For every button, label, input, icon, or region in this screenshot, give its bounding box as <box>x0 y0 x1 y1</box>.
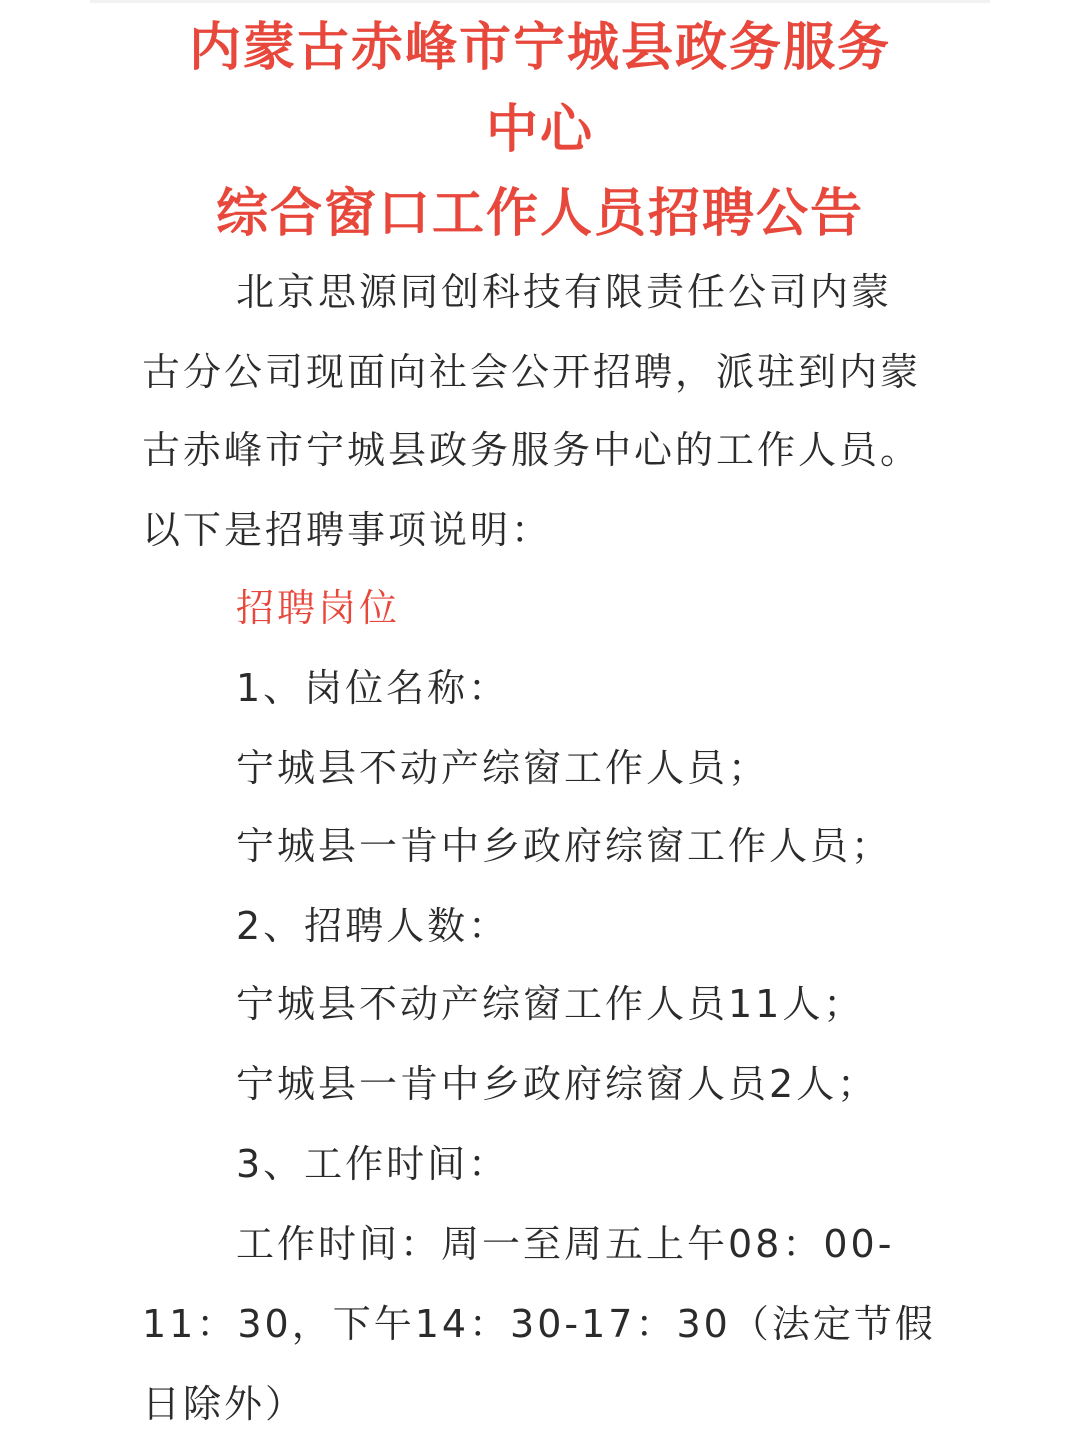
intro-line-3: 古赤峰市宁城县政务服务中心的工作人员。 <box>142 428 922 472</box>
item-line-1: 1、岗位名称： <box>236 666 510 710</box>
title-line-1: 内蒙古赤峰市宁城县政务服务 <box>188 18 891 78</box>
item-line-7: 3、工作时间： <box>236 1142 510 1186</box>
item-line-6: 宁城县一肯中乡政府综窗人员2人； <box>236 1062 879 1106</box>
item-line-5: 宁城县不动产综窗工作人员11人； <box>236 982 865 1026</box>
intro-line-1: 北京思源同创科技有限责任公司内蒙 <box>236 270 893 314</box>
continuation-line-1: 11：30，下午14：30-17：30（法定节假 <box>142 1302 936 1346</box>
intro-line-4: 以下是招聘事项说明： <box>142 508 553 552</box>
item-line-3: 宁城县一肯中乡政府综窗工作人员； <box>236 824 893 868</box>
section-heading: 招聘岗位 <box>236 586 401 630</box>
title-line-3: 综合窗口工作人员招聘公告 <box>215 184 864 244</box>
item-line-4: 2、招聘人数： <box>236 904 510 948</box>
title-line-2: 中心 <box>485 100 594 160</box>
intro-line-2: 古分公司现面向社会公开招聘，派驻到内蒙 <box>142 350 922 394</box>
top-divider <box>90 0 990 3</box>
item-line-2: 宁城县不动产综窗工作人员； <box>236 746 770 790</box>
item-line-8: 工作时间：周一至周五上午08：00- <box>236 1222 895 1266</box>
continuation-line-2: 日除外） <box>142 1382 307 1426</box>
